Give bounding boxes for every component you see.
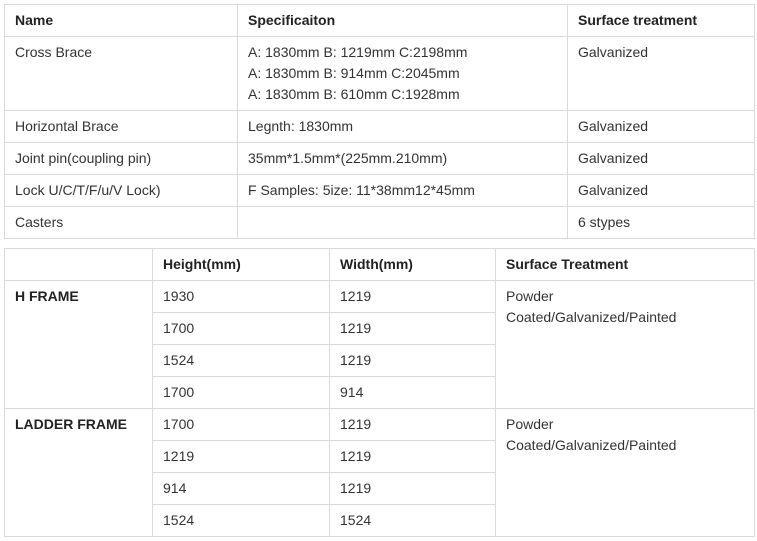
surface-line: Coated/Galvanized/Painted [506, 309, 677, 325]
table-row [5, 175, 755, 207]
cell-width: 1524 [330, 505, 496, 537]
frame-dimensions-table [4, 248, 755, 537]
cell-name: Casters [5, 207, 238, 239]
table-row [5, 111, 755, 143]
cell-width: 1219 [330, 441, 496, 473]
cell-surface-treatment: Galvanized [568, 143, 755, 175]
cell-surface-treatment: 6 stypes [568, 207, 755, 239]
cell-name: Horizontal Brace [5, 111, 238, 143]
table-row [5, 409, 755, 441]
cell-height: 1700 [153, 409, 330, 441]
cell-surface-treatment [496, 409, 755, 537]
column-header-surface-treatment: Surface Treatment [496, 249, 755, 281]
cell-specification [238, 207, 568, 239]
cell-specification [238, 37, 568, 111]
table-header-row [5, 5, 755, 37]
table-row [5, 143, 755, 175]
table-header-row [5, 249, 755, 281]
table-row [5, 207, 755, 239]
cell-width: 1219 [330, 313, 496, 345]
surface-line: Powder [506, 288, 554, 304]
cell-specification: 35mm*1.5mm*(225mm.210mm) [238, 143, 568, 175]
cell-specification: Legnth: 1830mm [238, 111, 568, 143]
cell-surface-treatment: Galvanized [568, 37, 755, 111]
cell-height: 1700 [153, 313, 330, 345]
cell-width: 1219 [330, 345, 496, 377]
column-header-width: Width(mm) [330, 249, 496, 281]
column-header-surface-treatment: Surface treatment [568, 5, 755, 37]
surface-line: Powder [506, 416, 554, 432]
cell-width: 1219 [330, 281, 496, 313]
cell-height: 1219 [153, 441, 330, 473]
column-header-specification: Specificaiton [238, 5, 568, 37]
cell-surface-treatment [496, 281, 755, 409]
frame-type-ladder-frame: LADDER FRAME [5, 409, 153, 537]
surface-line: Coated/Galvanized/Painted [506, 437, 677, 453]
column-header-type [5, 249, 153, 281]
spec-line: A: 1830mm B: 1219mm C:2198mm [248, 44, 468, 60]
cell-width: 1219 [330, 409, 496, 441]
cell-name: Lock U/C/T/F/u/V Lock) [5, 175, 238, 207]
cell-height: 1524 [153, 505, 330, 537]
specification-table [4, 4, 755, 239]
cell-height: 1524 [153, 345, 330, 377]
table-row [5, 37, 755, 111]
cell-width: 1219 [330, 473, 496, 505]
frame-type-h-frame: H FRAME [5, 281, 153, 409]
cell-surface-treatment: Galvanized [568, 175, 755, 207]
cell-name: Cross Brace [5, 37, 238, 111]
spec-line: A: 1830mm B: 914mm C:2045mm [248, 65, 460, 81]
cell-specification: F Samples: 5ize: 11*38mm12*45mm [238, 175, 568, 207]
column-header-height: Height(mm) [153, 249, 330, 281]
cell-name: Joint pin(coupling pin) [5, 143, 238, 175]
cell-surface-treatment: Galvanized [568, 111, 755, 143]
spec-line: A: 1830mm B: 610mm C:1928mm [248, 86, 460, 102]
cell-width: 914 [330, 377, 496, 409]
table-row [5, 281, 755, 313]
cell-height: 1930 [153, 281, 330, 313]
column-header-name: Name [5, 5, 238, 37]
cell-height: 914 [153, 473, 330, 505]
cell-height: 1700 [153, 377, 330, 409]
